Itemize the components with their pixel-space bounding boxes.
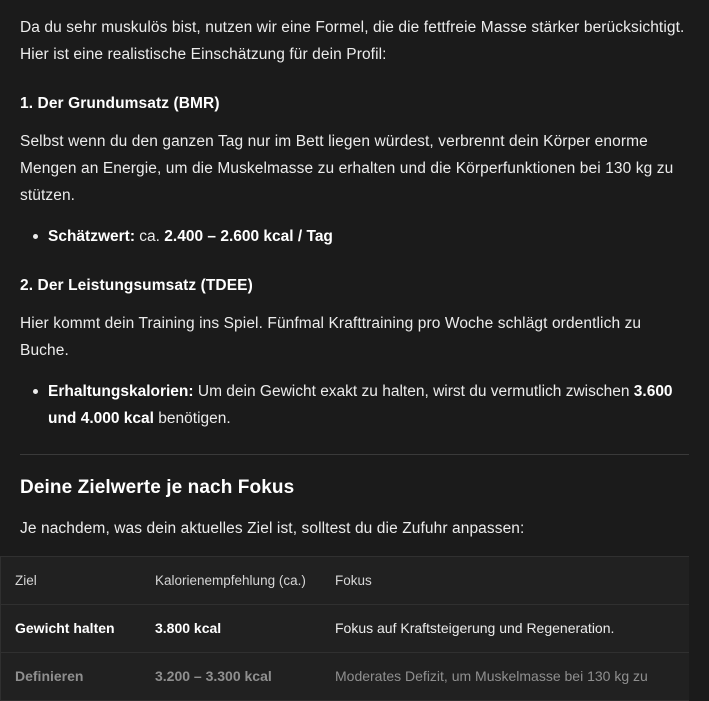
- section-divider: [20, 454, 689, 455]
- zielwerte-table-wrapper: [0, 556, 689, 701]
- bullet-label-schaetzwert: Schätzwert:: [48, 228, 135, 245]
- list-item: [48, 378, 689, 432]
- cell-ziel: Definieren: [1, 653, 141, 701]
- section-paragraph-bmr: Selbst wenn du den ganzen Tag nur im Bett liegen würdest, verbrennt dein Körper enorme Mengen an Energie, um die Muskelmasse zu erhalten und die Körperfunktionen bei 130 kg zu stützen.: [20, 133, 674, 204]
- document-content: [0, 14, 709, 542]
- bullet-list-bmr: [20, 223, 689, 250]
- column-header-ziel: Ziel: [1, 557, 141, 605]
- table-header-row: [1, 557, 689, 605]
- bullet-text-plain: Um dein Gewicht exakt zu halten, wirst du vermutlich zwischen: [193, 383, 634, 400]
- section-paragraph-tdee: Hier kommt dein Training ins Spiel. Fünfmal Krafttraining pro Woche schlägt ordentlich zu Buche.: [20, 315, 642, 359]
- table-row: [1, 605, 689, 653]
- cell-kalorien: 3.200 – 3.300 kcal: [141, 653, 321, 701]
- cell-fokus: Fokus auf Kraftsteigerung und Regeneration.: [321, 605, 689, 653]
- bullet-label-erhaltungskalorien: Erhaltungskalorien:: [48, 383, 194, 400]
- page-title-zielwerte: Deine Zielwerte je nach Fokus: [20, 477, 295, 498]
- bullet-text-plain: ca.: [135, 228, 165, 245]
- column-header-fokus: Fokus: [321, 557, 689, 605]
- list-item: [48, 223, 689, 250]
- cell-ziel: Gewicht halten: [1, 605, 141, 653]
- bullet-text-tail: benötigen.: [153, 410, 231, 427]
- table-body: [1, 605, 689, 701]
- section-heading-bmr: 1. Der Grundumsatz (BMR): [20, 95, 220, 112]
- table-row: [1, 653, 689, 701]
- intro-paragraph: Da du sehr muskulös bist, nutzen wir eine Formel, die die fettfreie Masse stärker berücksichtigt. Hier ist eine realistische Einschätzung für dein Profil:: [20, 19, 685, 63]
- bullet-text-bold: 2.400 – 2.600 kcal / Tag: [164, 228, 333, 245]
- column-header-kalorienempfehlung: Kalorienempfehlung (ca.): [141, 557, 321, 605]
- bullet-text-bold: 3.600 und 4.000 kcal: [48, 383, 673, 427]
- cell-kalorien: 3.800 kcal: [141, 605, 321, 653]
- zielwerte-table: [1, 557, 689, 701]
- section-heading-tdee: 2. Der Leistungsumsatz (TDEE): [20, 277, 253, 294]
- cell-fokus: Moderates Defizit, um Muskelmasse bei 130 kg zu: [321, 653, 689, 701]
- table-header: [1, 557, 689, 605]
- goal-lead-paragraph: Je nachdem, was dein aktuelles Ziel ist, solltest du die Zufuhr anpassen:: [20, 520, 525, 537]
- bullet-list-tdee: [20, 378, 689, 432]
